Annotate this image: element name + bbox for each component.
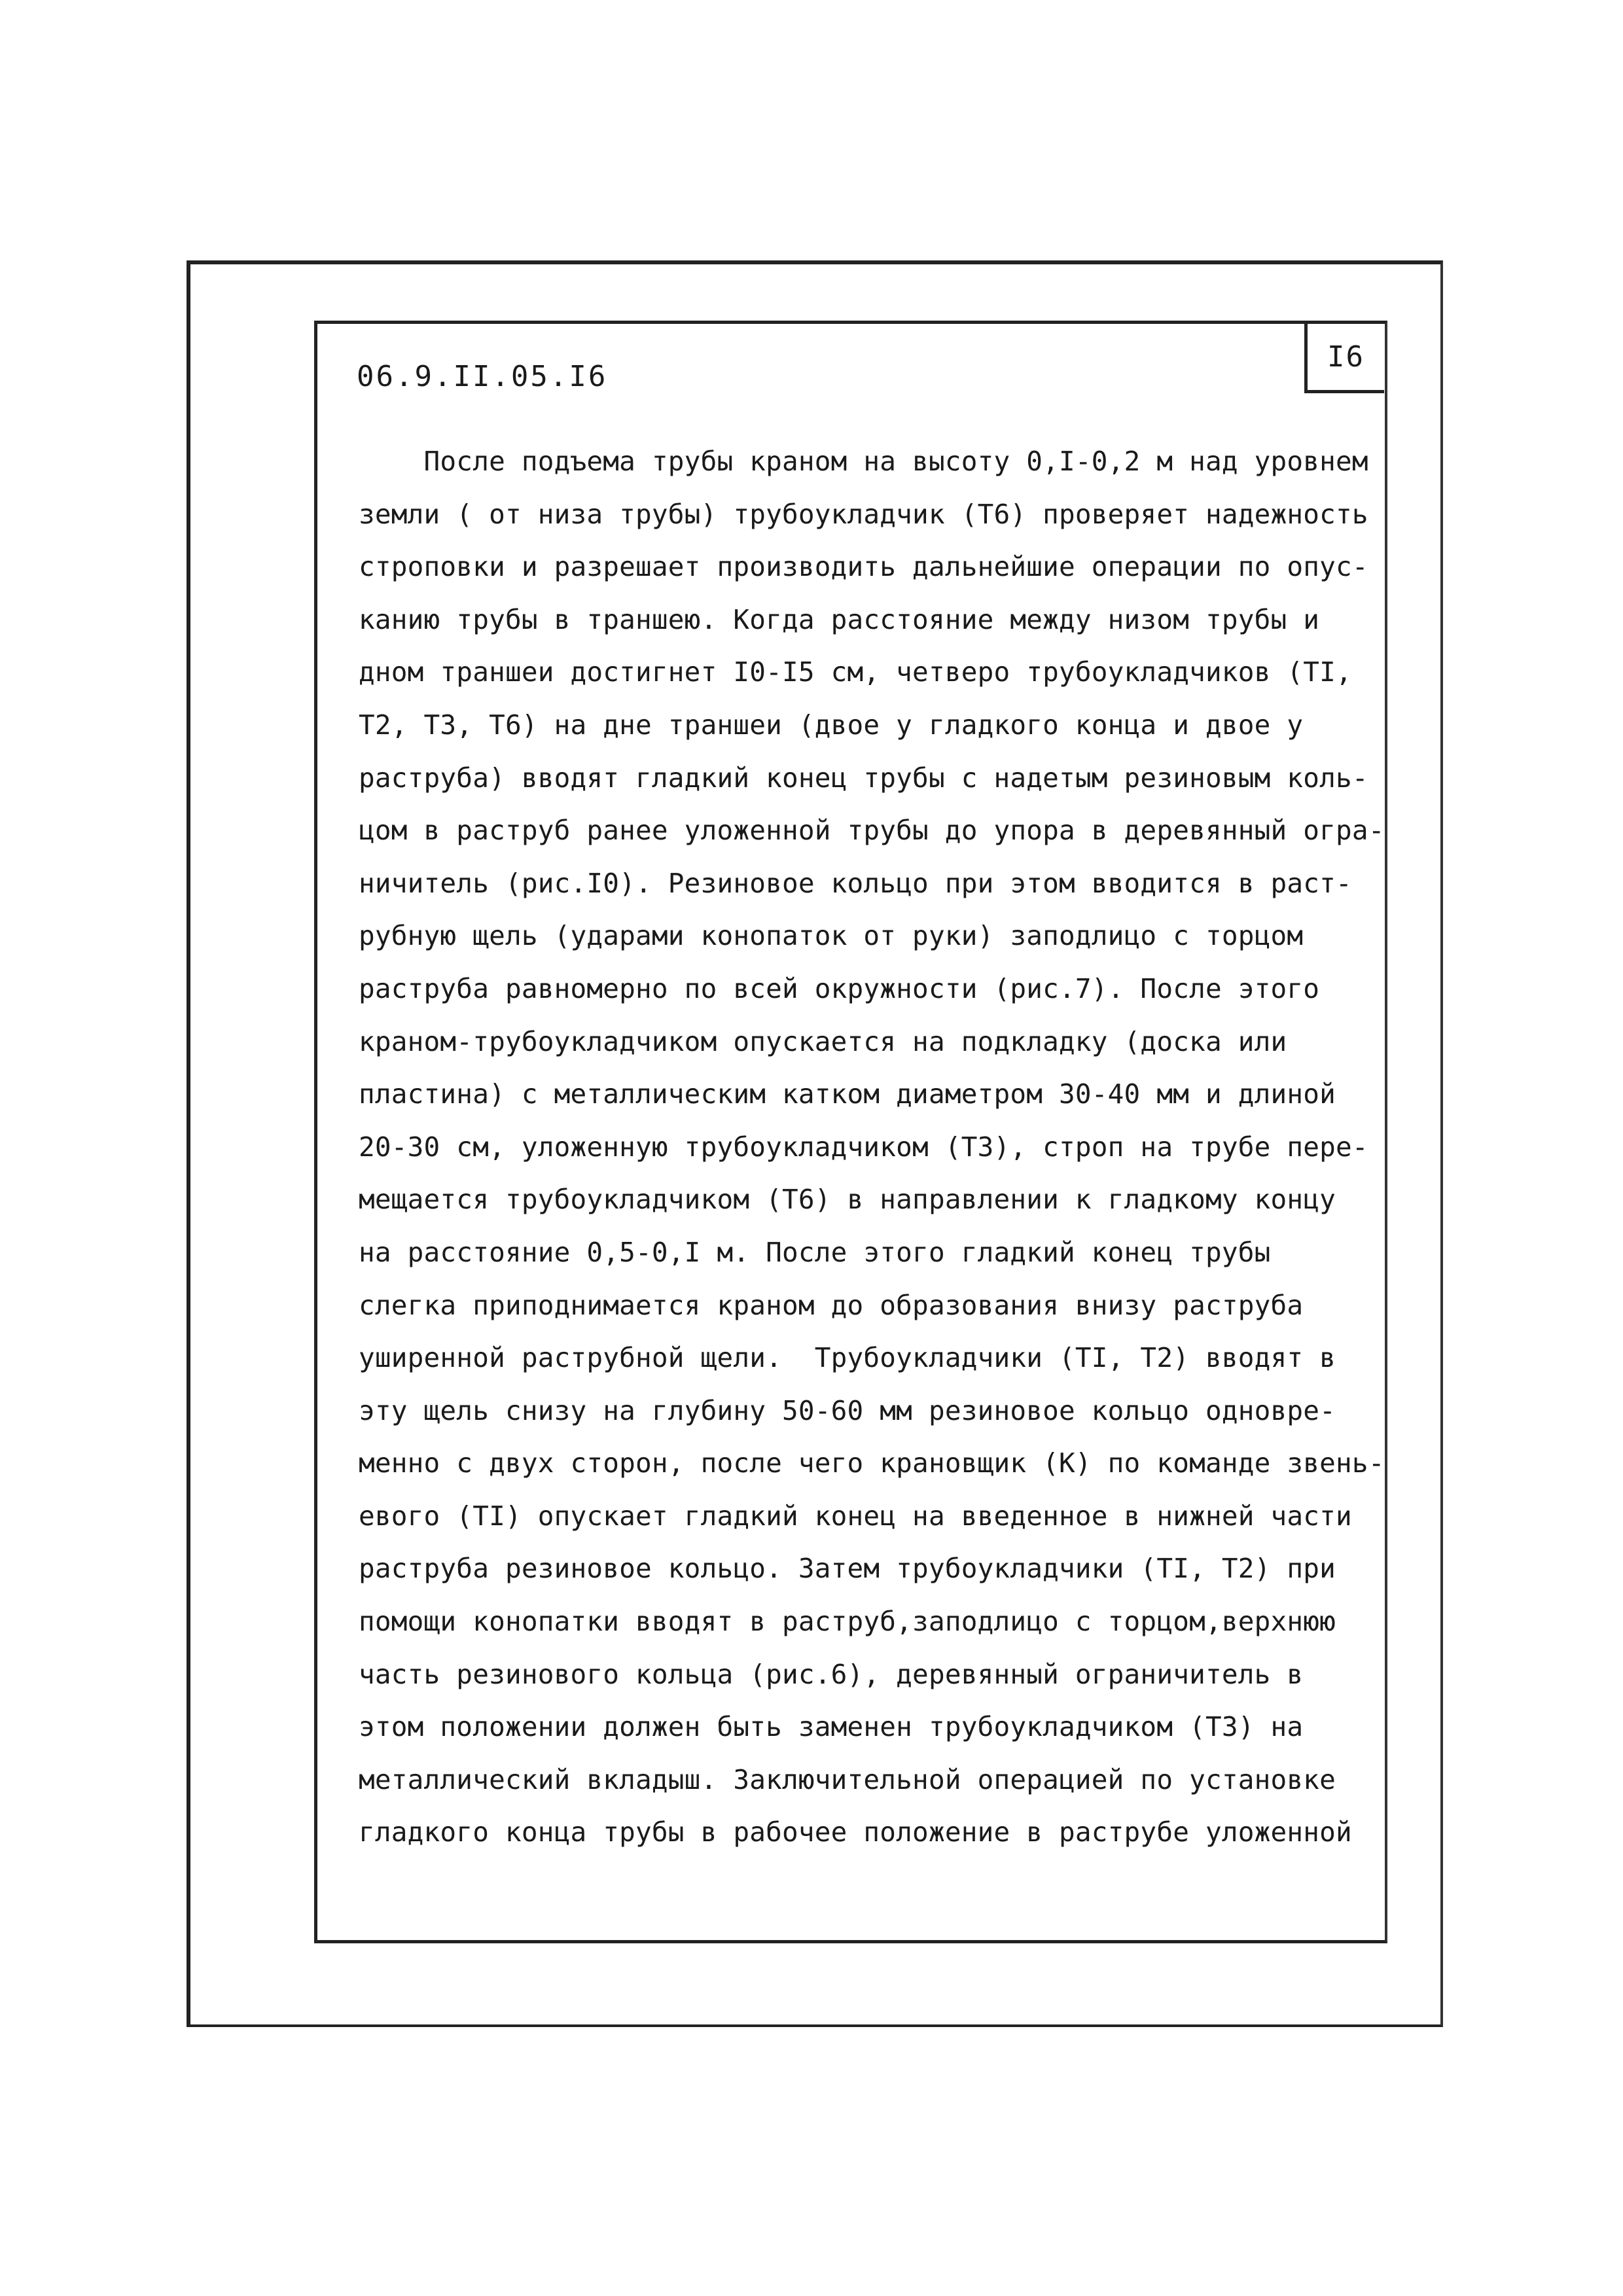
text-line: на расстояние 0,5-0,I м. После этого гладкий конец трубы	[359, 1236, 1271, 1268]
text-line: раструба резиновое кольцо. Затем трубоукладчики (ТI, Т2) при	[359, 1553, 1336, 1585]
text-line: дном траншеи достигнет I0-I5 см, четверо трубоукладчиков (ТI,	[359, 656, 1352, 688]
text-line: раструба) вводят гладкий конец трубы с надетым резиновым коль-	[359, 762, 1368, 794]
text-line: евого (ТI) опускает гладкий конец на введенное в нижней части	[359, 1500, 1352, 1532]
text-line: гладкого конца трубы в рабочее положение в раструбе уложенной	[359, 1816, 1352, 1848]
text-line: краном-трубоукладчиком опускается на подкладку (доска или	[359, 1025, 1287, 1057]
page-number-box	[1304, 324, 1384, 393]
text-line: уширенной раструбной щели. Трубоукладчики (ТI, Т2) вводят в	[359, 1342, 1336, 1374]
body-text	[359, 435, 1385, 1859]
text-line: строповки и разрешает производить дальнейшие операции по опус-	[359, 551, 1368, 583]
text-line: металлический вкладыш. Заключительной операцией по установке	[359, 1763, 1336, 1795]
text-line: менно с двух сторон, после чего крановщик (К) по команде звень-	[359, 1447, 1385, 1479]
text-line: часть резинового кольца (рис.6), деревянный ограничитель в	[359, 1658, 1304, 1690]
text-line: рубную щель (ударами конопаток от руки) заподлицо с торцом	[359, 920, 1304, 952]
text-line: цом в раструб ранее уложенной трубы до упора в деревянный огра-	[359, 815, 1385, 847]
text-line: эту щель снизу на глубину 50-60 мм резиновое кольцо одновре-	[359, 1394, 1336, 1426]
document-code: 06.9.II.05.I6	[357, 360, 608, 393]
page-number: I6	[1327, 340, 1364, 374]
text-line: земли ( от низа трубы) трубоукладчик (Т6) проверяет надежность	[359, 498, 1368, 530]
text-line: помощи конопатки вводят в раструб,заподлицо с торцом,верхнюю	[359, 1606, 1336, 1638]
text-line: пластина) с металлическим катком диаметром 30-40 мм и длиной	[359, 1078, 1336, 1110]
text-line: 20-30 см, уложенную трубоукладчиком (Т3), строп на трубе пере-	[359, 1131, 1368, 1163]
text-line: этом положении должен быть заменен трубоукладчиком (Т3) на	[359, 1711, 1304, 1743]
text-line: раструба равномерно по всей окружности (рис.7). После этого	[359, 972, 1320, 1004]
text-line: канию трубы в траншею. Когда расстояние между низом трубы и	[359, 603, 1320, 635]
text-line: Т2, Т3, Т6) на дне траншеи (двое у гладкого конца и двое у	[359, 709, 1304, 741]
text-line: ничитель (рис.I0). Резиновое кольцо при этом вводится в раст-	[359, 867, 1352, 899]
text-line: После подъема трубы краном на высоту 0,I-0,2 м над уровнем	[359, 446, 1368, 477]
text-line: слегка приподнимается краном до образования внизу раструба	[359, 1289, 1304, 1321]
text-line: мещается трубоукладчиком (Т6) в направлении к гладкому концу	[359, 1184, 1336, 1216]
